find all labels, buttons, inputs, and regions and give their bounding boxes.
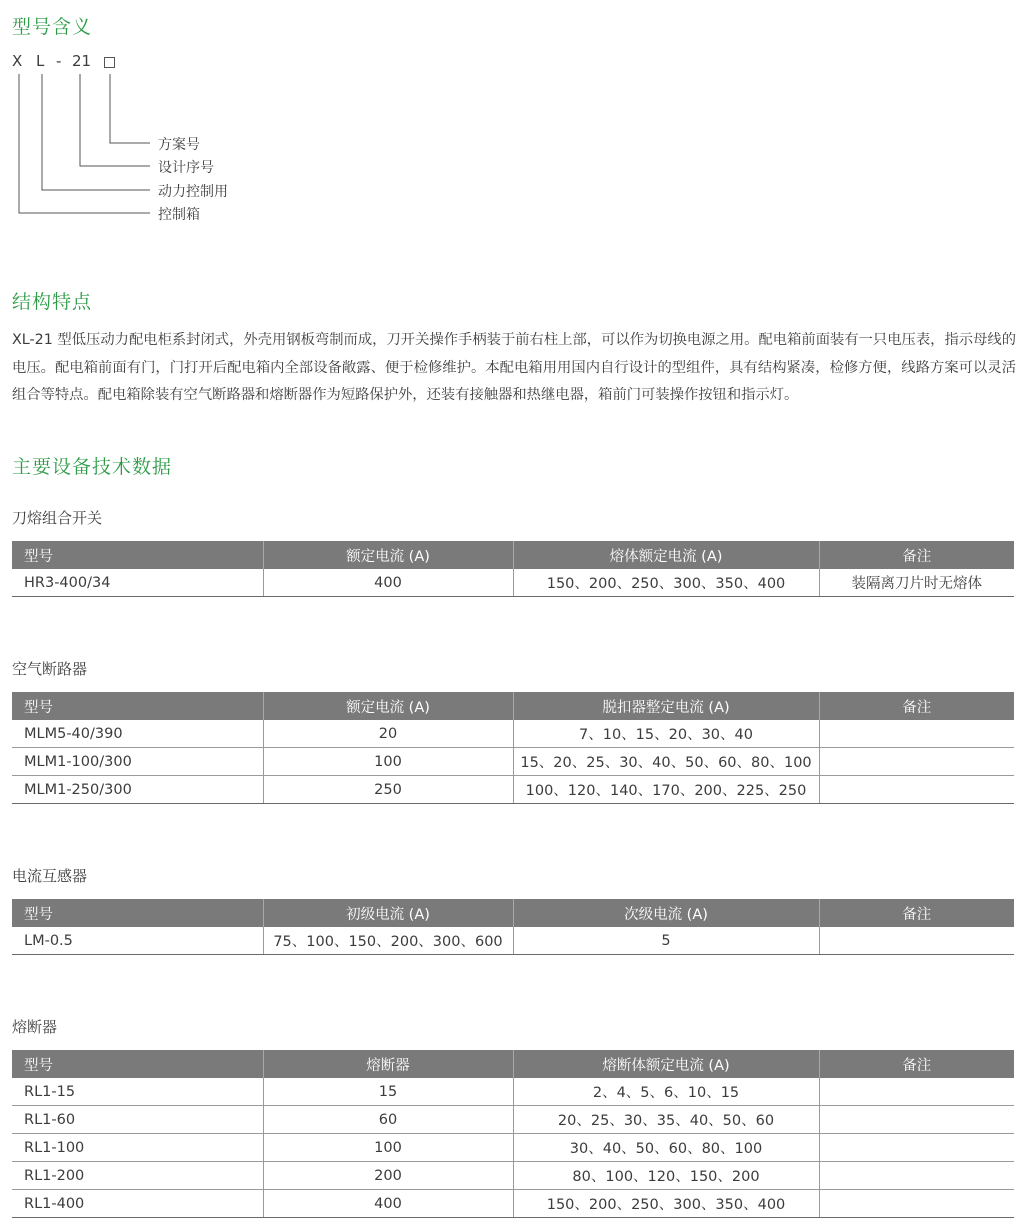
cell-remarks [819, 927, 1014, 955]
cell-remarks [819, 1162, 1014, 1190]
label-control-box: 控制箱 [158, 207, 200, 223]
cell-remarks [819, 748, 1014, 776]
col-header-remarks: 备注 [819, 1050, 1014, 1078]
cell-fuse-body-current: 150、200、250、300、350、400 [513, 1190, 819, 1218]
code-char-21: 21 [72, 52, 92, 70]
cell-remarks [819, 1190, 1014, 1218]
col-header-remarks: 备注 [819, 541, 1014, 569]
table-row [12, 1134, 1014, 1162]
col-header-rated-current: 额定电流 (A) [263, 692, 513, 720]
placeholder-box-icon [104, 57, 115, 68]
col-header-model: 型号 [12, 541, 263, 569]
cell-fuse: 60 [263, 1106, 513, 1134]
cell-model: RL1-200 [12, 1162, 263, 1190]
fuse-table [12, 1050, 1014, 1218]
cell-model: RL1-400 [12, 1190, 263, 1218]
table-row [12, 1162, 1014, 1190]
cell-fuse: 200 [263, 1162, 513, 1190]
label-design-serial: 设计序号 [158, 160, 214, 176]
fuse-switch-table [12, 541, 1014, 597]
cell-trip-current: 7、10、15、20、30、40 [513, 720, 819, 748]
cell-fuse-body-current: 2、4、5、6、10、15 [513, 1078, 819, 1106]
cell-fuse-body-current: 30、40、50、60、80、100 [513, 1134, 819, 1162]
code-char-dash: - [56, 52, 62, 70]
cell-trip-current: 100、120、140、170、200、225、250 [513, 776, 819, 804]
table-row [12, 776, 1014, 804]
table-row [12, 569, 1014, 597]
air-breaker-table [12, 692, 1014, 804]
col-header-rated-current: 额定电流 (A) [263, 541, 513, 569]
cell-model: RL1-15 [12, 1078, 263, 1106]
cell-fuse-body-current: 20、25、30、35、40、50、60 [513, 1106, 819, 1134]
table-row [12, 748, 1014, 776]
col-header-fuse: 熔断器 [263, 1050, 513, 1078]
col-header-secondary-current: 次级电流 (A) [513, 899, 819, 927]
cell-remarks [819, 1078, 1014, 1106]
structure-description: XL-21 型低压动力配电柜系封闭式，外壳用钢板弯制而成，刀开关操作手柄装于前右柱上部，可以作为切换电源之用。配电箱前面装有一只电压表，指示母线的电压。配电箱前面有门，门打开后配电箱内全部设备敞露、便于检修维护。本配电箱用用国内自行设计的型组件，具有结构紧凑，检修方便，线路方案可以灵活组合等特点。配电箱除装有空气断路器和熔断器作为短路保护外，还装有接触器和热继电器，箱前门可装操作按钮和指示灯。 [12, 332, 1016, 403]
cell-model: MLM5-40/390 [12, 720, 263, 748]
cell-fuse: 400 [263, 1190, 513, 1218]
cell-fuse: 15 [263, 1078, 513, 1106]
cell-fuse: 100 [263, 1134, 513, 1162]
col-header-remarks: 备注 [819, 899, 1014, 927]
table-row [12, 1078, 1014, 1106]
col-header-model: 型号 [12, 692, 263, 720]
cell-rated-current: 20 [263, 720, 513, 748]
col-header-model: 型号 [12, 899, 263, 927]
cell-model: RL1-100 [12, 1134, 263, 1162]
col-header-fuse-rated-current: 熔体额定电流 (A) [513, 541, 819, 569]
code-char-x: X [12, 52, 23, 70]
col-header-primary-current: 初级电流 (A) [263, 899, 513, 927]
cell-remarks: 装隔离刀片时无熔体 [819, 569, 1014, 597]
table-row [12, 720, 1014, 748]
col-header-trip-current: 脱扣器整定电流 (A) [513, 692, 819, 720]
table-title-air-breaker: 空气断路器 [12, 660, 88, 678]
current-transformer-table [12, 899, 1014, 955]
model-meaning-heading: 型号含义 [12, 16, 93, 38]
table-title-current-transformer: 电流互感器 [12, 867, 88, 885]
code-char-l: L [36, 52, 45, 70]
cell-model: MLM1-250/300 [12, 776, 263, 804]
cell-rated-current: 100 [263, 748, 513, 776]
cell-model: RL1-60 [12, 1106, 263, 1134]
cell-model: MLM1-100/300 [12, 748, 263, 776]
table-row [12, 1106, 1014, 1134]
table-row [12, 927, 1014, 955]
cell-remarks [819, 1134, 1014, 1162]
cell-primary-current: 75、100、150、200、300、600 [263, 927, 513, 955]
cell-remarks [819, 1106, 1014, 1134]
cell-trip-current: 15、20、25、30、40、50、60、80、100 [513, 748, 819, 776]
table-row [12, 1190, 1014, 1218]
cell-remarks [819, 776, 1014, 804]
col-header-model: 型号 [12, 1050, 263, 1078]
label-scheme-number: 方案号 [158, 137, 200, 153]
structure-heading: 结构特点 [12, 291, 93, 313]
cell-secondary-current: 5 [513, 927, 819, 955]
col-header-remarks: 备注 [819, 692, 1014, 720]
table-title-fuse: 熔断器 [12, 1018, 58, 1036]
cell-rated-current: 250 [263, 776, 513, 804]
cell-remarks [819, 720, 1014, 748]
cell-rated-current: 400 [263, 569, 513, 597]
tech-data-heading: 主要设备技术数据 [12, 456, 173, 478]
cell-model: LM-0.5 [12, 927, 263, 955]
table-title-fuse-switch: 刀熔组合开关 [12, 509, 103, 527]
cell-model: HR3-400/34 [12, 569, 263, 597]
col-header-fuse-body-current: 熔断体额定电流 (A) [513, 1050, 819, 1078]
cell-fuse-current: 150、200、250、300、350、400 [513, 569, 819, 597]
cell-fuse-body-current: 80、100、120、150、200 [513, 1162, 819, 1190]
label-power-control: 动力控制用 [158, 184, 228, 200]
